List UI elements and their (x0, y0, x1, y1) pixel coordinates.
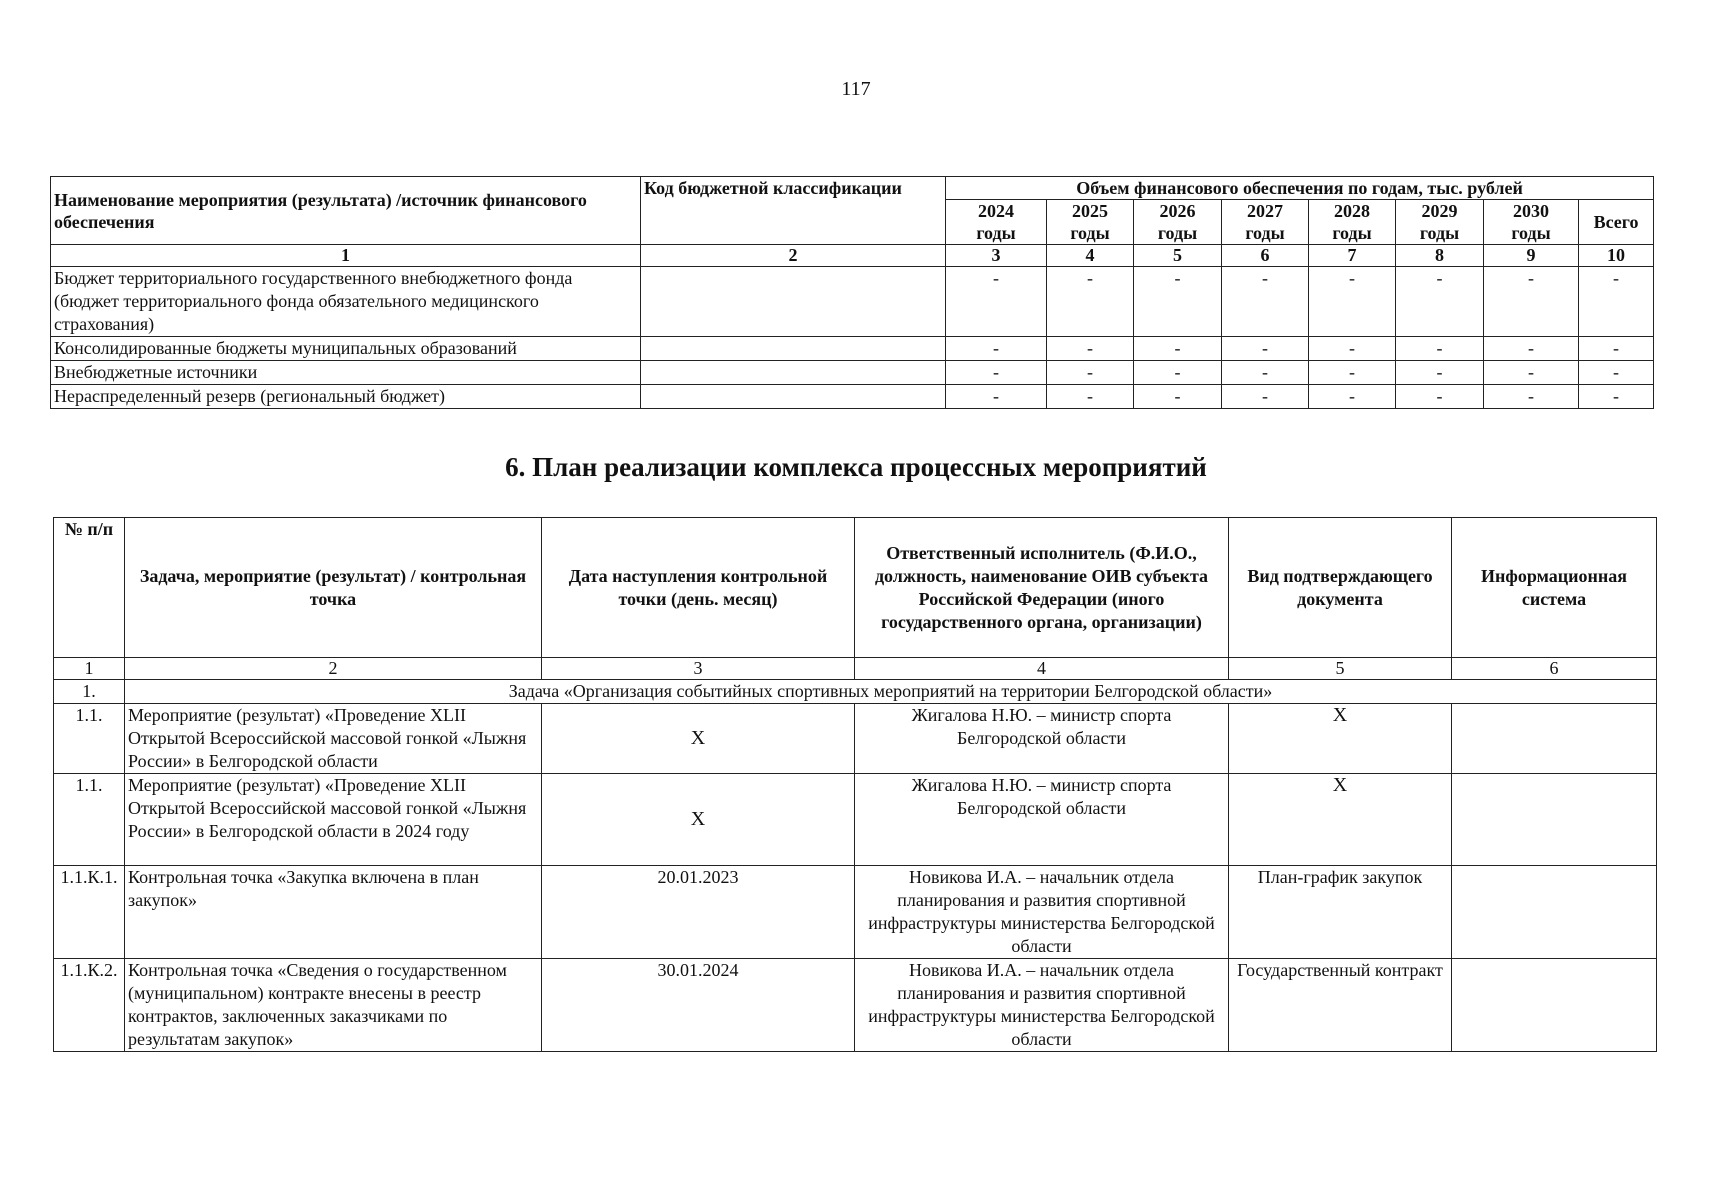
row-value: - (1579, 337, 1654, 361)
row-value: - (1047, 267, 1134, 337)
column-number: 6 (1222, 245, 1309, 267)
column-number-row (54, 658, 1657, 680)
row-value: - (1579, 361, 1654, 385)
column-number: 4 (1047, 245, 1134, 267)
table-row (51, 361, 1654, 385)
row-date: 20.01.2023 (542, 866, 855, 959)
task-row (54, 680, 1657, 704)
year-label: 2029 (1421, 201, 1458, 221)
row-value: - (1047, 385, 1134, 409)
row-code (641, 337, 946, 361)
row-responsible: Новикова И.А. – начальник отдела планирования и развития спортивной инфраструктуры министерства Белгородской области (855, 959, 1229, 1052)
year-header (1484, 200, 1579, 245)
plan-table (53, 517, 1657, 1052)
row-date: Х (542, 774, 855, 866)
column-number: 10 (1579, 245, 1654, 267)
row-value: - (1222, 337, 1309, 361)
row-task: Мероприятие (результат) «Проведение XLII Открытой Всероссийской массовой гонкой «Лыжня России» в Белгородской области в 2024 году (125, 774, 542, 866)
total-header: Всего (1579, 200, 1654, 245)
row-value: - (1134, 337, 1222, 361)
row-value: - (946, 267, 1047, 337)
row-code (641, 385, 946, 409)
financing-table (50, 176, 1654, 409)
col-header-name: Наименование мероприятия (результата) /источник финансового обеспечения (51, 177, 641, 245)
table-row (54, 774, 1657, 866)
row-system (1452, 704, 1657, 774)
table-row (51, 267, 1654, 337)
row-date: 30.01.2024 (542, 959, 855, 1052)
column-number: 1 (54, 658, 125, 680)
year-suffix: годы (1070, 223, 1110, 243)
table-row (54, 704, 1657, 774)
page-number: 117 (841, 78, 871, 100)
row-value: - (1309, 385, 1396, 409)
year-header (946, 200, 1047, 245)
table-row (54, 959, 1657, 1052)
table-row (51, 337, 1654, 361)
col-header-code: Код бюджетной классификации (641, 177, 946, 245)
row-num: 1.1.К.1. (54, 866, 125, 959)
year-header (1396, 200, 1484, 245)
column-number: 7 (1309, 245, 1396, 267)
table-row (51, 385, 1654, 409)
col-header-volume: Объем финансового обеспечения по годам, тыс. рублей (946, 177, 1654, 200)
col-header-document: Вид подтверждающего документа (1229, 518, 1452, 658)
year-label: 2028 (1334, 201, 1370, 221)
column-number-row (51, 245, 1654, 267)
row-document: Государственный контракт (1229, 959, 1452, 1052)
col-header-responsible: Ответственный исполнитель (Ф.И.О., должность, наименование ОИВ субъекта Российской Федерации (иного государственного органа, организации) (855, 518, 1229, 658)
row-value: - (1396, 385, 1484, 409)
column-number: 4 (855, 658, 1229, 680)
column-number: 1 (51, 245, 641, 267)
col-header-system: Информационная система (1452, 518, 1657, 658)
row-value: - (946, 361, 1047, 385)
row-date: Х (542, 704, 855, 774)
row-value: - (946, 385, 1047, 409)
row-responsible: Новикова И.А. – начальник отдела планирования и развития спортивной инфраструктуры министерства Белгородской области (855, 866, 1229, 959)
row-value: - (1222, 385, 1309, 409)
row-responsible: Жигалова Н.Ю. – министр спорта Белгородской области (855, 774, 1229, 866)
col-header-task: Задача, мероприятие (результат) / контрольная точка (125, 518, 542, 658)
row-value: - (1396, 361, 1484, 385)
year-label: 2026 (1159, 201, 1196, 221)
column-number: 6 (1452, 658, 1657, 680)
column-number: 5 (1134, 245, 1222, 267)
row-num: 1.1.К.2. (54, 959, 125, 1052)
year-label: 2027 (1247, 201, 1283, 221)
task-num: 1. (54, 680, 125, 704)
column-number: 3 (946, 245, 1047, 267)
year-header (1222, 200, 1309, 245)
row-value: - (1309, 337, 1396, 361)
row-value: - (1222, 361, 1309, 385)
col-header-num: № п/п (54, 518, 125, 658)
year-label: 2024 (978, 201, 1014, 221)
row-document: Х (1229, 774, 1452, 866)
row-system (1452, 866, 1657, 959)
row-name: Бюджет территориального государственного внебюджетного фонда (бюджет территориального фонда обязательного медицинского страхования) (51, 267, 641, 337)
row-value: - (1579, 385, 1654, 409)
row-value: - (1309, 361, 1396, 385)
year-suffix: годы (1332, 223, 1372, 243)
year-suffix: годы (1245, 223, 1285, 243)
task-text: Задача «Организация событийных спортивных мероприятий на территории Белгородской области» (125, 680, 1657, 704)
row-task: Контрольная точка «Сведения о государственном (муниципальном) контракте внесены в реестр контрактов, заключенных заказчиками по результатам закупок» (125, 959, 542, 1052)
row-task: Мероприятие (результат) «Проведение XLII Открытой Всероссийской массовой гонкой «Лыжня России» в Белгородской области (125, 704, 542, 774)
table-row (54, 866, 1657, 959)
row-task: Контрольная точка «Закупка включена в план закупок» (125, 866, 542, 959)
row-num: 1.1. (54, 774, 125, 866)
row-value: - (1484, 267, 1579, 337)
column-number: 2 (125, 658, 542, 680)
row-code (641, 361, 946, 385)
row-name: Внебюджетные источники (51, 361, 641, 385)
year-header (1047, 200, 1134, 245)
row-value: - (1396, 267, 1484, 337)
row-value: - (1222, 267, 1309, 337)
row-name: Консолидированные бюджеты муниципальных образований (51, 337, 641, 361)
year-header (1134, 200, 1222, 245)
column-number: 3 (542, 658, 855, 680)
row-value: - (1579, 267, 1654, 337)
year-header (1309, 200, 1396, 245)
section-title: 6. План реализации комплекса процессных мероприятий (505, 452, 1207, 482)
year-suffix: годы (1157, 223, 1198, 243)
row-value: - (1396, 337, 1484, 361)
row-value: - (1134, 361, 1222, 385)
row-value: - (1134, 385, 1222, 409)
row-document: План-график закупок (1229, 866, 1452, 959)
column-number: 5 (1229, 658, 1452, 680)
row-responsible: Жигалова Н.Ю. – министр спорта Белгородской области (855, 704, 1229, 774)
column-number: 8 (1396, 245, 1484, 267)
row-system (1452, 959, 1657, 1052)
row-document: Х (1229, 704, 1452, 774)
row-value: - (1047, 361, 1134, 385)
row-value: - (1047, 337, 1134, 361)
year-suffix: годы (976, 223, 1016, 243)
year-label: 2030 (1513, 201, 1549, 221)
col-header-date: Дата наступления контрольной точки (день. месяц) (542, 518, 855, 658)
row-value: - (1484, 337, 1579, 361)
year-suffix: годы (1419, 223, 1460, 243)
year-label: 2025 (1072, 201, 1108, 221)
column-number: 9 (1484, 245, 1579, 267)
year-suffix: годы (1511, 223, 1551, 243)
row-value: - (1309, 267, 1396, 337)
row-name: Нераспределенный резерв (региональный бюджет) (51, 385, 641, 409)
row-code (641, 267, 946, 337)
row-value: - (1134, 267, 1222, 337)
row-value: - (1484, 385, 1579, 409)
row-value: - (946, 337, 1047, 361)
row-value: - (1484, 361, 1579, 385)
row-num: 1.1. (54, 704, 125, 774)
column-number: 2 (641, 245, 946, 267)
row-system (1452, 774, 1657, 866)
